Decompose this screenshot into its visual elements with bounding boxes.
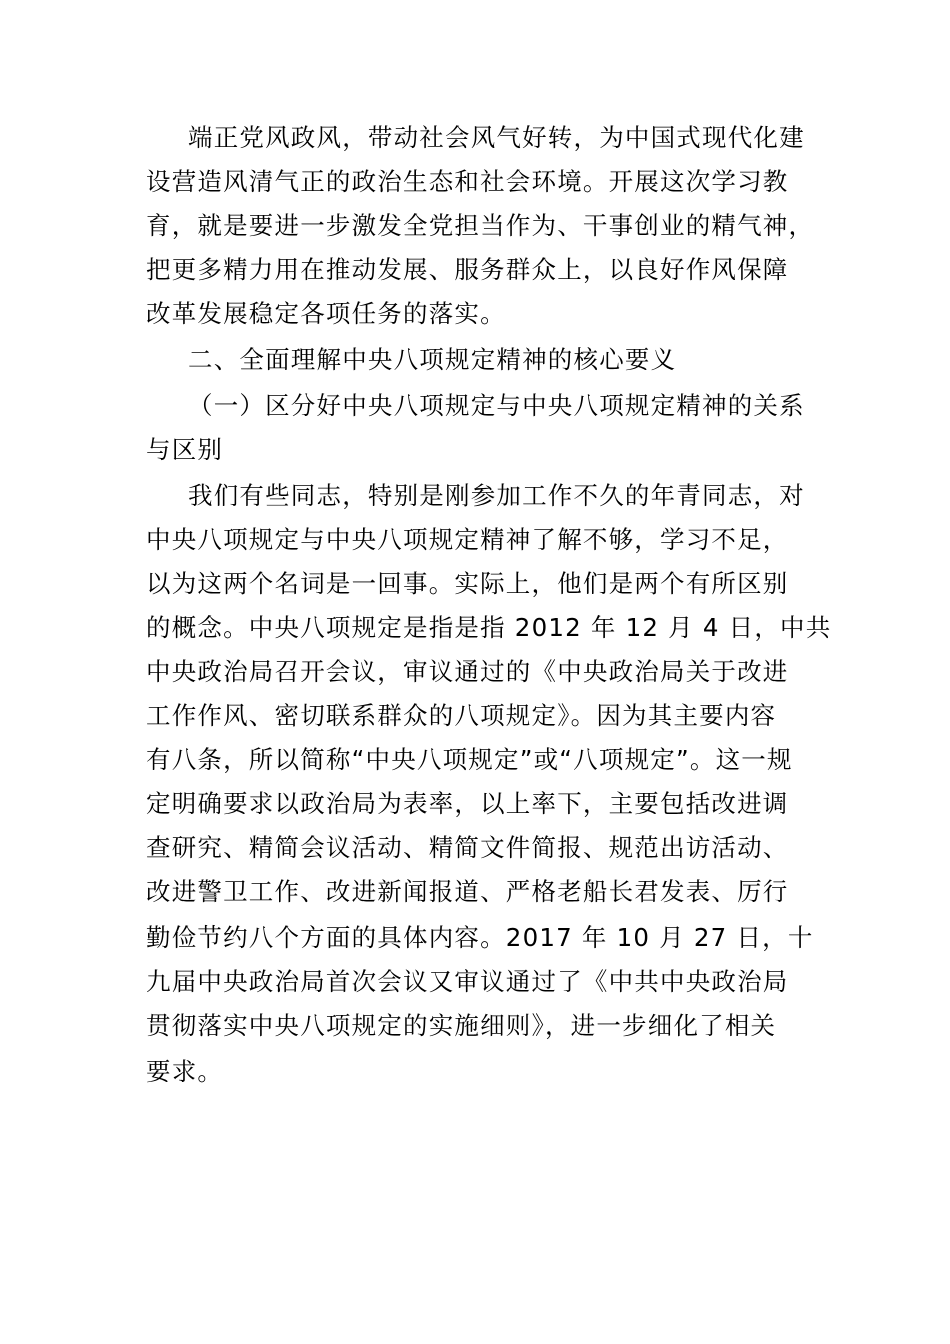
paragraph-2-line-12: 九届中央政治局首次会议又审议通过了《中共中央政治局 — [146, 967, 789, 996]
paragraph-2-line-3: 以为这两个名词是一回事。实际上，他们是两个有所区别 — [146, 569, 789, 598]
paragraph-2-line-6: 工作作风、密切联系群众的八项规定》。因为其主要内容 — [146, 701, 777, 730]
paragraph-1-line-1: 端正党风政风，带动社会风气好转，为中国式现代化建 — [188, 123, 805, 152]
paragraph-2-line-2: 中央八项规定与中央八项规定精神了解不够，学习不足， — [146, 525, 789, 554]
paragraph-2-line-4: 的概念。中央八项规定是指是指 2012 年 12 月 4 日，中共 — [146, 613, 832, 642]
paragraph-1-line-4: 把更多精力用在推动发展、服务群众上，以良好作风保障 — [146, 255, 789, 284]
paragraph-1-line-5: 改革发展稳定各项任务的落实。 — [146, 299, 506, 328]
paragraph-2-line-14: 要求。 — [146, 1057, 224, 1086]
paragraph-2-line-1: 我们有些同志，特别是刚参加工作不久的年青同志，对 — [188, 481, 805, 510]
paragraph-2-line-13: 贯彻落实中央八项规定的实施细则》，进一步细化了相关 — [146, 1011, 777, 1040]
paragraph-2-line-10: 改进警卫工作、改进新闻报道、严格老船长君发表、厉行 — [146, 877, 789, 906]
paragraph-2-line-8: 定明确要求以政治局为表率，以上率下，主要包括改进调 — [146, 789, 789, 818]
paragraph-1-line-3: 育，就是要进一步激发全党担当作为、干事创业的精气神， — [146, 211, 815, 240]
subsection-heading-line-1: （一）区分好中央八项规定与中央八项规定精神的关系 — [188, 391, 805, 420]
paragraph-1-line-2: 设营造风清气正的政治生态和社会环境。开展这次学习教 — [146, 167, 789, 196]
section-heading: 二、全面理解中央八项规定精神的核心要义 — [188, 345, 677, 374]
subsection-heading-line-2: 与区别 — [146, 435, 224, 464]
paragraph-2-line-11: 勤俭节约八个方面的具体内容。2017 年 10 月 27 日，十 — [146, 923, 814, 952]
paragraph-2-line-7: 有八条，所以简称“中央八项规定”或“八项规定”。这一规 — [146, 745, 793, 774]
paragraph-2-line-5: 中央政治局召开会议，审议通过的《中央政治局关于改进 — [146, 657, 789, 686]
paragraph-2-line-9: 查研究、精简会议活动、精简文件简报、规范出访活动、 — [146, 833, 789, 862]
